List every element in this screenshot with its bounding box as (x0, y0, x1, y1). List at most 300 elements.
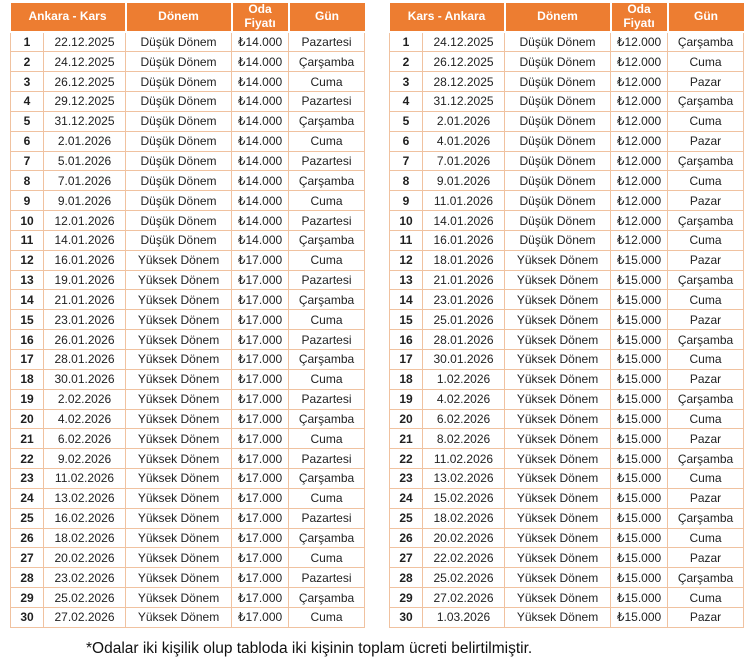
row-number-cell: 12 (390, 250, 423, 270)
footnote: *Odalar iki kişilik olup tabloda iki kişinin toplam ücreti belirtilmiştir. (86, 640, 533, 657)
ankara-kars-table (10, 3, 365, 628)
day-cell: Cuma (668, 588, 744, 608)
day-cell: Çarşamba (668, 151, 744, 171)
date-cell: 7.01.2026 (423, 151, 505, 171)
date-cell: 26.12.2025 (44, 72, 126, 92)
price-tables-container (10, 3, 744, 628)
table-row (11, 588, 365, 608)
price-cell: ₺17.000 (232, 310, 289, 330)
date-cell: 4.01.2026 (423, 131, 505, 151)
period-cell: Yüksek Dönem (505, 548, 611, 568)
period-cell: Düşük Dönem (505, 111, 611, 131)
price-cell: ₺17.000 (232, 389, 289, 409)
day-cell: Pazar (668, 310, 744, 330)
row-number-cell: 2 (11, 52, 44, 72)
row-number-cell: 7 (11, 151, 44, 171)
period-cell: Düşük Dönem (505, 171, 611, 191)
price-cell: ₺17.000 (232, 270, 289, 290)
date-cell: 14.01.2026 (44, 230, 126, 250)
day-cell: Cuma (668, 469, 744, 489)
day-cell: Cuma (289, 488, 365, 508)
day-cell: Pazar (668, 548, 744, 568)
table-row (11, 409, 365, 429)
period-cell: Yüksek Dönem (505, 607, 611, 627)
date-cell: 25.02.2026 (423, 568, 505, 588)
day-cell: Çarşamba (668, 211, 744, 231)
price-cell: ₺15.000 (611, 429, 668, 449)
row-number-cell: 29 (390, 588, 423, 608)
period-cell: Düşük Dönem (126, 211, 232, 231)
period-cell: Düşük Dönem (126, 151, 232, 171)
day-cell: Çarşamba (289, 52, 365, 72)
period-header: Dönem (126, 3, 232, 32)
row-number-cell: 10 (11, 211, 44, 231)
row-number-cell: 22 (390, 449, 423, 469)
date-cell: 5.01.2026 (44, 151, 126, 171)
price-cell: ₺14.000 (232, 211, 289, 231)
table-row (11, 369, 365, 389)
table-row (11, 548, 365, 568)
day-cell: Çarşamba (289, 290, 365, 310)
price-cell: ₺17.000 (232, 429, 289, 449)
price-cell: ₺17.000 (232, 250, 289, 270)
period-cell: Yüksek Dönem (126, 588, 232, 608)
date-cell: 2.01.2026 (423, 111, 505, 131)
period-cell: Yüksek Dönem (505, 389, 611, 409)
date-cell: 28.01.2026 (44, 350, 126, 370)
date-cell: 18.01.2026 (423, 250, 505, 270)
day-cell: Cuma (668, 230, 744, 250)
period-cell: Düşük Dönem (505, 151, 611, 171)
date-cell: 21.01.2026 (423, 270, 505, 290)
row-number-cell: 30 (11, 607, 44, 627)
date-cell: 9.02.2026 (44, 449, 126, 469)
row-number-cell: 10 (390, 211, 423, 231)
period-cell: Yüksek Dönem (505, 250, 611, 270)
date-cell: 28.01.2026 (423, 330, 505, 350)
day-cell: Pazartesi (289, 449, 365, 469)
date-cell: 2.01.2026 (44, 131, 126, 151)
price-cell: ₺17.000 (232, 607, 289, 627)
row-number-cell: 24 (390, 488, 423, 508)
row-number-cell: 26 (11, 528, 44, 548)
row-number-cell: 20 (11, 409, 44, 429)
price-cell: ₺15.000 (611, 449, 668, 469)
table-row (390, 52, 744, 72)
price-cell: ₺17.000 (232, 369, 289, 389)
row-number-cell: 11 (11, 230, 44, 250)
date-cell: 6.02.2026 (423, 409, 505, 429)
period-cell: Düşük Dönem (126, 52, 232, 72)
date-cell: 26.12.2025 (423, 52, 505, 72)
day-cell: Pazartesi (289, 270, 365, 290)
table-row (390, 488, 744, 508)
period-cell: Düşük Dönem (505, 32, 611, 52)
day-cell: Cuma (668, 111, 744, 131)
table-row (390, 369, 744, 389)
price-cell: ₺15.000 (611, 568, 668, 588)
period-cell: Yüksek Dönem (505, 469, 611, 489)
table-row (390, 92, 744, 112)
period-cell: Yüksek Dönem (505, 369, 611, 389)
row-number-cell: 29 (11, 588, 44, 608)
day-cell: Çarşamba (289, 528, 365, 548)
price-cell: ₺17.000 (232, 508, 289, 528)
table-row (390, 191, 744, 211)
table-row (390, 350, 744, 370)
period-cell: Düşük Dönem (505, 92, 611, 112)
period-cell: Yüksek Dönem (126, 429, 232, 449)
table-row (11, 350, 365, 370)
date-cell: 11.01.2026 (423, 191, 505, 211)
day-cell: Pazartesi (289, 32, 365, 52)
date-cell: 25.01.2026 (423, 310, 505, 330)
day-cell: Pazartesi (289, 330, 365, 350)
price-cell: ₺17.000 (232, 528, 289, 548)
route-header: Ankara - Kars (11, 3, 126, 32)
row-number-cell: 6 (390, 131, 423, 151)
day-cell: Pazar (668, 429, 744, 449)
price-cell: ₺15.000 (611, 469, 668, 489)
day-cell: Çarşamba (668, 330, 744, 350)
date-cell: 13.02.2026 (44, 488, 126, 508)
ankara-kars-table-body (11, 32, 365, 627)
period-cell: Düşük Dönem (126, 171, 232, 191)
price-cell: ₺12.000 (611, 151, 668, 171)
price-cell: ₺17.000 (232, 588, 289, 608)
period-cell: Yüksek Dönem (505, 488, 611, 508)
row-number-cell: 9 (11, 191, 44, 211)
row-number-cell: 19 (11, 389, 44, 409)
period-cell: Düşük Dönem (505, 211, 611, 231)
table-row (11, 429, 365, 449)
date-cell: 23.02.2026 (44, 568, 126, 588)
period-cell: Yüksek Dönem (126, 488, 232, 508)
row-number-cell: 23 (390, 469, 423, 489)
period-cell: Yüksek Dönem (126, 528, 232, 548)
date-cell: 19.01.2026 (44, 270, 126, 290)
date-cell: 15.02.2026 (423, 488, 505, 508)
table-row (390, 508, 744, 528)
table-row (390, 389, 744, 409)
date-cell: 24.12.2025 (423, 32, 505, 52)
date-cell: 1.03.2026 (423, 607, 505, 627)
row-number-cell: 18 (11, 369, 44, 389)
price-cell: ₺15.000 (611, 310, 668, 330)
row-number-cell: 17 (11, 350, 44, 370)
price-cell: ₺12.000 (611, 211, 668, 231)
period-cell: Düşük Dönem (126, 131, 232, 151)
table-row (390, 211, 744, 231)
period-cell: Yüksek Dönem (126, 350, 232, 370)
day-cell: Cuma (668, 409, 744, 429)
price-header: Oda Fiyatı (232, 3, 289, 32)
price-cell: ₺15.000 (611, 330, 668, 350)
period-cell: Düşük Dönem (505, 191, 611, 211)
period-cell: Yüksek Dönem (505, 310, 611, 330)
period-cell: Yüksek Dönem (126, 548, 232, 568)
date-cell: 9.01.2026 (44, 191, 126, 211)
day-cell: Çarşamba (668, 449, 744, 469)
table-row (390, 32, 744, 52)
day-cell: Çarşamba (668, 92, 744, 112)
day-cell: Çarşamba (668, 508, 744, 528)
price-cell: ₺17.000 (232, 469, 289, 489)
price-cell: ₺12.000 (611, 92, 668, 112)
row-number-cell: 28 (11, 568, 44, 588)
price-cell: ₺12.000 (611, 230, 668, 250)
table-row (11, 131, 365, 151)
row-number-cell: 19 (390, 389, 423, 409)
period-cell: Yüksek Dönem (126, 369, 232, 389)
date-cell: 14.01.2026 (423, 211, 505, 231)
price-cell: ₺17.000 (232, 568, 289, 588)
row-number-cell: 18 (390, 369, 423, 389)
day-cell: Pazar (668, 250, 744, 270)
row-number-cell: 2 (390, 52, 423, 72)
period-cell: Yüksek Dönem (126, 330, 232, 350)
date-cell: 16.01.2026 (423, 230, 505, 250)
price-cell: ₺15.000 (611, 508, 668, 528)
day-cell: Cuma (289, 548, 365, 568)
price-cell: ₺15.000 (611, 350, 668, 370)
day-cell: Cuma (289, 429, 365, 449)
date-cell: 13.02.2026 (423, 469, 505, 489)
row-number-cell: 26 (390, 528, 423, 548)
kars-ankara-table (389, 3, 744, 628)
price-cell: ₺12.000 (611, 131, 668, 151)
table-row (390, 230, 744, 250)
period-cell: Düşük Dönem (126, 32, 232, 52)
table-row (11, 488, 365, 508)
date-cell: 31.12.2025 (423, 92, 505, 112)
day-cell: Pazar (668, 607, 744, 627)
period-cell: Yüksek Dönem (126, 389, 232, 409)
row-number-cell: 25 (11, 508, 44, 528)
date-cell: 18.02.2026 (423, 508, 505, 528)
table-row (11, 92, 365, 112)
period-cell: Yüksek Dönem (505, 508, 611, 528)
table-row (11, 528, 365, 548)
price-cell: ₺15.000 (611, 369, 668, 389)
date-cell: 9.01.2026 (423, 171, 505, 191)
date-cell: 18.02.2026 (44, 528, 126, 548)
period-cell: Yüksek Dönem (505, 568, 611, 588)
day-cell: Pazar (668, 191, 744, 211)
price-cell: ₺17.000 (232, 290, 289, 310)
day-cell: Çarşamba (289, 350, 365, 370)
day-cell: Pazartesi (289, 151, 365, 171)
table-row (390, 131, 744, 151)
row-number-cell: 8 (11, 171, 44, 191)
table-row (390, 250, 744, 270)
row-number-cell: 30 (390, 607, 423, 627)
date-cell: 25.02.2026 (44, 588, 126, 608)
row-number-cell: 4 (11, 92, 44, 112)
row-number-cell: 12 (11, 250, 44, 270)
price-header: Oda Fiyatı (611, 3, 668, 32)
table-row (390, 111, 744, 131)
row-number-cell: 23 (11, 469, 44, 489)
date-cell: 30.01.2026 (44, 369, 126, 389)
row-number-cell: 16 (11, 330, 44, 350)
day-cell: Cuma (668, 171, 744, 191)
price-cell: ₺14.000 (232, 191, 289, 211)
price-cell: ₺12.000 (611, 52, 668, 72)
row-number-cell: 1 (390, 32, 423, 52)
table-row (11, 330, 365, 350)
price-cell: ₺14.000 (232, 230, 289, 250)
date-cell: 6.02.2026 (44, 429, 126, 449)
day-cell: Cuma (289, 369, 365, 389)
day-header: Gün (289, 3, 365, 32)
day-cell: Çarşamba (289, 588, 365, 608)
row-number-cell: 17 (390, 350, 423, 370)
period-cell: Yüksek Dönem (126, 469, 232, 489)
date-cell: 21.01.2026 (44, 290, 126, 310)
table-row (11, 310, 365, 330)
table-row (11, 72, 365, 92)
day-cell: Çarşamba (668, 568, 744, 588)
date-cell: 23.01.2026 (44, 310, 126, 330)
price-cell: ₺17.000 (232, 409, 289, 429)
price-cell: ₺17.000 (232, 350, 289, 370)
period-cell: Yüksek Dönem (126, 508, 232, 528)
date-cell: 23.01.2026 (423, 290, 505, 310)
period-cell: Yüksek Dönem (126, 310, 232, 330)
day-cell: Pazartesi (289, 389, 365, 409)
price-cell: ₺12.000 (611, 111, 668, 131)
day-cell: Çarşamba (668, 32, 744, 52)
row-number-cell: 3 (11, 72, 44, 92)
price-cell: ₺14.000 (232, 111, 289, 131)
row-number-cell: 21 (390, 429, 423, 449)
row-number-cell: 14 (11, 290, 44, 310)
date-cell: 20.02.2026 (44, 548, 126, 568)
day-cell: Çarşamba (289, 230, 365, 250)
table-row (11, 508, 365, 528)
table-row (390, 449, 744, 469)
period-cell: Düşük Dönem (505, 52, 611, 72)
date-cell: 22.12.2025 (44, 32, 126, 52)
price-cell: ₺12.000 (611, 72, 668, 92)
day-cell: Cuma (668, 52, 744, 72)
table-row (390, 151, 744, 171)
price-cell: ₺15.000 (611, 290, 668, 310)
row-number-cell: 4 (390, 92, 423, 112)
row-number-cell: 7 (390, 151, 423, 171)
table-row (390, 528, 744, 548)
price-cell: ₺12.000 (611, 32, 668, 52)
date-cell: 16.01.2026 (44, 250, 126, 270)
table-row (390, 310, 744, 330)
table-row (11, 270, 365, 290)
price-cell: ₺14.000 (232, 72, 289, 92)
period-cell: Düşük Dönem (505, 72, 611, 92)
price-cell: ₺14.000 (232, 151, 289, 171)
date-cell: 8.02.2026 (423, 429, 505, 449)
date-cell: 24.12.2025 (44, 52, 126, 72)
price-cell: ₺14.000 (232, 131, 289, 151)
ankara-kars-table-header (11, 3, 365, 32)
period-cell: Yüksek Dönem (126, 270, 232, 290)
price-cell: ₺17.000 (232, 449, 289, 469)
row-number-cell: 8 (390, 171, 423, 191)
price-cell: ₺17.000 (232, 488, 289, 508)
day-cell: Cuma (668, 290, 744, 310)
date-cell: 16.02.2026 (44, 508, 126, 528)
day-cell: Cuma (289, 607, 365, 627)
table-row (390, 607, 744, 627)
price-cell: ₺12.000 (611, 191, 668, 211)
table-row (390, 171, 744, 191)
day-cell: Çarşamba (289, 111, 365, 131)
price-cell: ₺15.000 (611, 389, 668, 409)
table-row (11, 607, 365, 627)
day-cell: Cuma (668, 528, 744, 548)
period-cell: Yüksek Dönem (126, 607, 232, 627)
period-cell: Düşük Dönem (505, 230, 611, 250)
row-number-cell: 21 (11, 429, 44, 449)
period-cell: Düşük Dönem (126, 191, 232, 211)
table-row (390, 409, 744, 429)
day-cell: Cuma (289, 250, 365, 270)
table-row (11, 449, 365, 469)
table-row (11, 191, 365, 211)
day-cell: Cuma (668, 350, 744, 370)
row-number-cell: 15 (390, 310, 423, 330)
date-cell: 1.02.2026 (423, 369, 505, 389)
row-number-cell: 22 (11, 449, 44, 469)
row-number-cell: 27 (11, 548, 44, 568)
price-cell: ₺15.000 (611, 270, 668, 290)
price-cell: ₺12.000 (611, 171, 668, 191)
day-cell: Pazar (668, 369, 744, 389)
date-cell: 28.12.2025 (423, 72, 505, 92)
day-cell: Pazartesi (289, 211, 365, 231)
date-cell: 27.02.2026 (44, 607, 126, 627)
row-number-cell: 20 (390, 409, 423, 429)
period-cell: Yüksek Dönem (126, 568, 232, 588)
table-row (390, 330, 744, 350)
row-number-cell: 9 (390, 191, 423, 211)
table-row (390, 270, 744, 290)
row-number-cell: 5 (390, 111, 423, 131)
period-cell: Düşük Dönem (505, 131, 611, 151)
day-cell: Çarşamba (289, 409, 365, 429)
table-row (11, 171, 365, 191)
table-row (390, 469, 744, 489)
period-header: Dönem (505, 3, 611, 32)
row-number-cell: 6 (11, 131, 44, 151)
day-cell: Pazartesi (289, 568, 365, 588)
row-number-cell: 3 (390, 72, 423, 92)
period-cell: Yüksek Dönem (505, 528, 611, 548)
day-cell: Çarşamba (668, 270, 744, 290)
period-cell: Düşük Dönem (126, 72, 232, 92)
date-cell: 2.02.2026 (44, 389, 126, 409)
price-cell: ₺17.000 (232, 548, 289, 568)
price-cell: ₺14.000 (232, 52, 289, 72)
date-cell: 7.01.2026 (44, 171, 126, 191)
table-row (11, 111, 365, 131)
day-cell: Pazartesi (289, 92, 365, 112)
row-number-cell: 27 (390, 548, 423, 568)
row-number-cell: 25 (390, 508, 423, 528)
date-cell: 20.02.2026 (423, 528, 505, 548)
day-cell: Çarşamba (668, 389, 744, 409)
route-header: Kars - Ankara (390, 3, 505, 32)
